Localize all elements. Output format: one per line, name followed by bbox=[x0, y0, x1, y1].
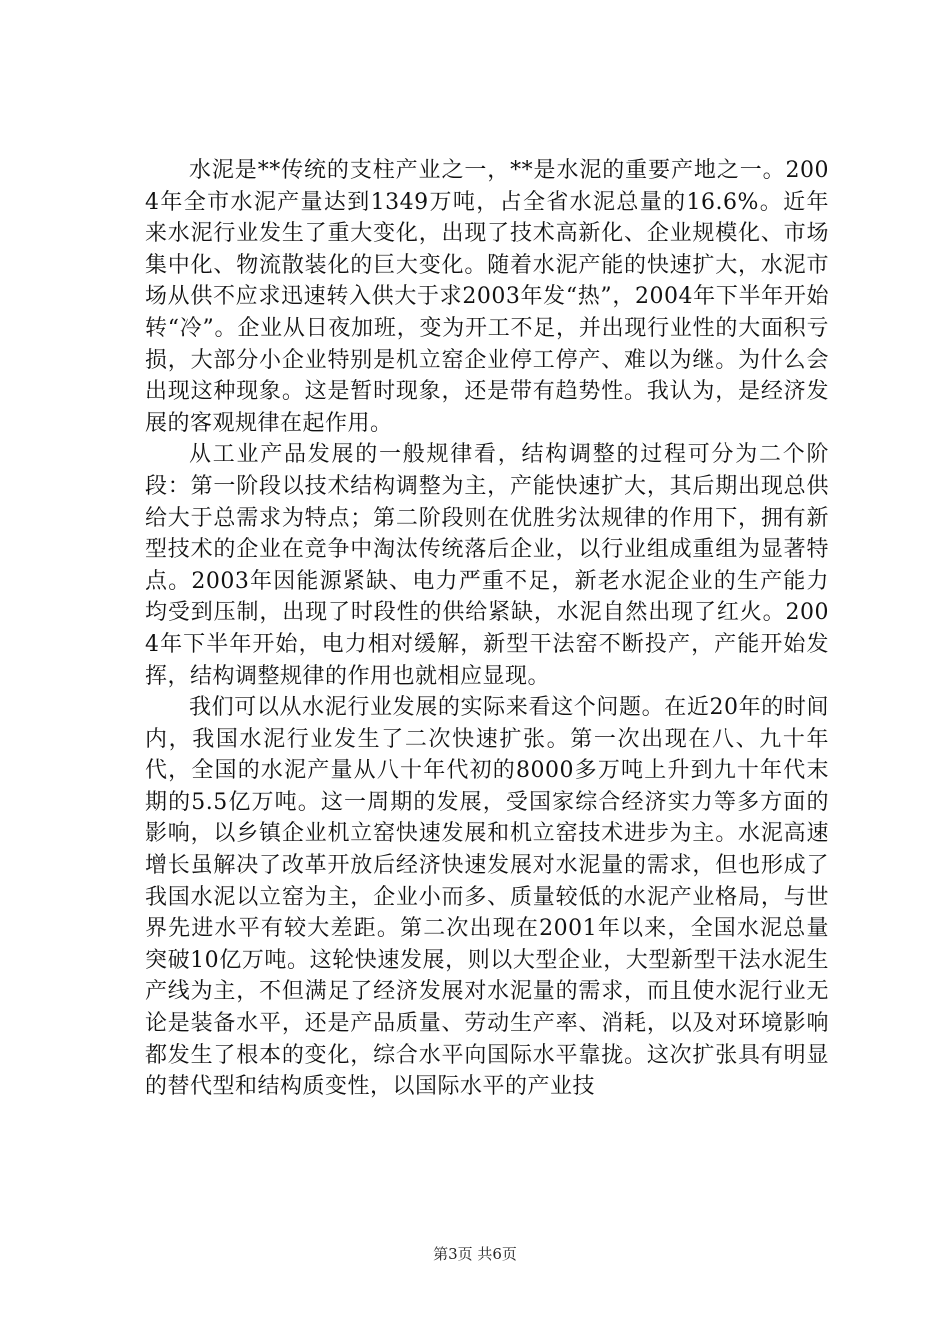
body-text bbox=[145, 155, 829, 1103]
page-footer: 第3页 共6页 bbox=[433, 1245, 517, 1263]
paragraph-3: 我们可以从水泥行业发展的实际来看这个问题。在近20年的时间内，我国水泥行业发生了二次快速扩张。第一次出现在八、九十年代，全国的水泥产量从八十年代初的8000多万吨上升到九十年代末期的5.5亿万吨。这一周期的发展，受国家综合经济实力等多方面的影响，以乡镇企业机立窑快速发展和机立窑技术进步为主。水泥高速增长虽解决了改革开放后经济快速发展对水泥量的需求，但也形成了我国水泥以立窑为主，企业小而多、质量较低的水泥产业格局，与世界先进水平有较大差距。第二次出现在2001年以来，全国水泥总量突破10亿万吨。这轮快速发展，则以大型企业，大型新型干法水泥生产线为主，不但满足了经济发展对水泥量的需求，而且使水泥行业无论是装备水平，还是产品质量、劳动生产率、消耗，以及对环境影响都发生了根本的变化，综合水平向国际水平靠拢。这次扩张具有明显的替代型和结构质变性，以国际水平的产业技 bbox=[145, 695, 829, 1100]
paragraph-1: 水泥是**传统的支柱产业之一，**是水泥的重要产地之一。2004年全市水泥产量达到1349万吨，占全省水泥总量的16.6%。近年来水泥行业发生了重大变化，出现了技术高新化、企业规模化、市场集中化、物流散装化的巨大变化。随着水泥产能的快速扩大，水泥市场从供不应求迅速转入供大于求2003年发“热”，2004年下半年开始转“冷”。企业从日夜加班，变为开工不足，并出现行业性的大面积亏损，大部分小企业特别是机立窑企业停工停产、难以为继。为什么会出现这种现象。这是暂时现象，还是带有趋势性。我认为，是经济发展的客观规律在起作用。 bbox=[145, 158, 829, 436]
paragraph-2: 从工业产品发展的一般规律看，结构调整的过程可分为二个阶段：第一阶段以技术结构调整为主，产能快速扩大，其后期出现总供给大于总需求为特点；第二阶段则在优胜劣汰规律的作用下，拥有新型技术的企业在竞争中淘汰传统落后企业，以行业组成重组为显著特点。2003年因能源紧缺、电力严重不足，新老水泥企业的生产能力均受到压制，出现了时段性的供给紧缺，水泥自然出现了红火。2004年下半年开始，电力相对缓解，新型干法窑不断投产，产能开始发挥，结构调整规律的作用也就相应显现。 bbox=[145, 442, 829, 689]
